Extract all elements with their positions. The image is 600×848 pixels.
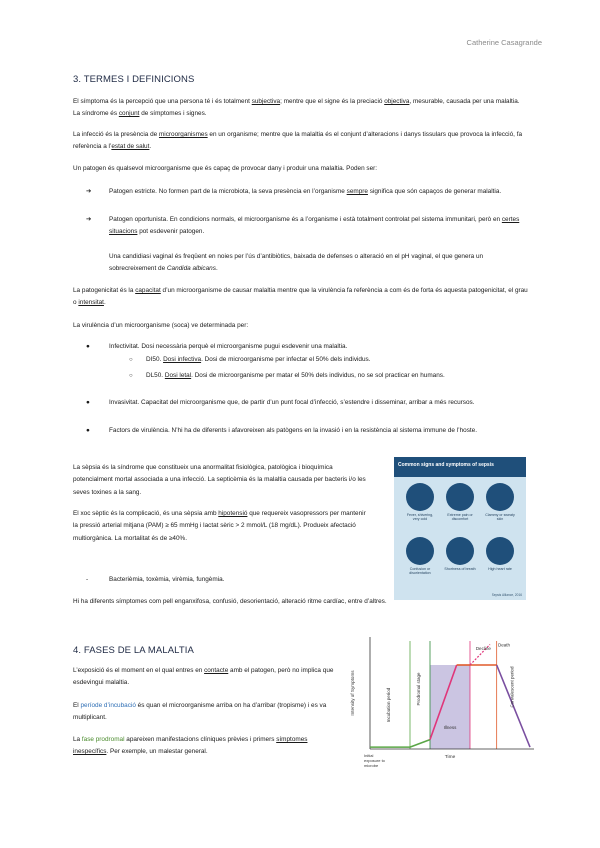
- paragraph-septic-shock: El xoc sèptic és la complicació, és una sèpsia amb hipotensió que requereix vasopressors per mantenir la pressió arterial mitjana (PAM) ≥ 65 mmHg i lactat sèric > 2 mmol/L (18 mg/dL). Produeix afectació multiorgànica. La mortalitat és de ≥40%.: [73, 510, 366, 542]
- x-axis-label: Time: [444, 755, 456, 760]
- dash-bullet: -: [86, 576, 89, 583]
- bullet-dot: ●: [86, 427, 90, 434]
- phase-label: Decline: [475, 646, 491, 651]
- paragraph-symptoms-list: Hi ha diferents símptomes com pell enganxifosa, confusió, desorientació, alteració ritme cardíac, entre d’altres.: [73, 598, 387, 605]
- phase-label: Convalescent period: [509, 666, 515, 708]
- exposure-label: microbe: [364, 763, 379, 768]
- paragraph-prodromal: La fase prodromal apareixen manifestacions clíniques prèvies i primers símptomes inespecífics. Per exemple, un malestar general.: [73, 736, 308, 756]
- paragraph-sepsis: La sèpsia és la síndrome que constitueix una anormalitat fisiològica, patològica i bioquímica potencialment mortal associada a una infecció. La septicèmia és la malaltia causada per bacteris i/o les seves toxines a la sang.: [73, 464, 366, 496]
- infographic-source: Sepsis Alliance, 2016: [491, 593, 522, 597]
- paragraph-virulence: La virulència d’un microorganisme (soca) ve determinada per:: [73, 322, 249, 329]
- list-item-opportunist-pathogen: ➔ Patogen oportunista. En condicions normals, el microorganisme és a l’organisme i està totalment controlat pel sistema immunitari, però en certes situacions pot esdevenir patogen.: [86, 216, 520, 236]
- bullet-dot: ●: [86, 399, 90, 406]
- symptom-label: High heart rate: [488, 567, 512, 571]
- sub-item-di50: ○ DI50. Dosi infectiva. Dosi de microorganisme per infectar el 50% dels individus.: [129, 354, 525, 366]
- sepsis-infographic: [394, 457, 526, 600]
- phase-label: Prodromal stage: [416, 672, 421, 706]
- list-item-invasivity: ● Invasivitat. Capacitat del microorganisme que, de partir d’un punt focal d’infecció, s’estendre i disseminar, arribar a més recursos.: [89, 397, 527, 409]
- heart-rate-icon: [484, 537, 516, 571]
- phase-label: Incubation period: [386, 687, 391, 723]
- list-item-infectivity: ● Infectivitat. Dosi necessària perquè el microorganisme pugui esdevenir una malaltia.: [89, 341, 527, 353]
- symptom-label: Fever, shivering, very cold: [406, 513, 434, 522]
- symptom-label: Clammy or sweaty skin: [485, 513, 515, 522]
- bullet-dot: ●: [86, 343, 90, 350]
- series-segment: [410, 740, 430, 747]
- candida-example: Una candidiasi vaginal és freqüent en noies per l’ús d’antibiòtics, baixada de defenses o alteració en el pH vaginal, el que genera un sobrecreixement de Candida albicans.: [109, 253, 484, 273]
- section-3-heading: 3. TERMES I DEFINICIONS: [73, 74, 195, 85]
- exposure-label: exposure to: [364, 758, 385, 763]
- paragraph-exposure: L’exposició és el moment en el qual entres en contacte amb el patogen, però no implica que esdevingui malaltia.: [73, 667, 334, 687]
- breath-icon: [444, 537, 476, 571]
- paragraph-incubation: El període d’incubació és quan el microorganisme arriba on ha d’arribar (tropisme) i es va multiplicant.: [73, 702, 327, 722]
- skin-icon: [484, 483, 516, 522]
- confusion-icon: [404, 537, 436, 576]
- paragraph-pathogen: Un patogen és qualsevol microorganisme que és capaç de provocar dany i produir una malaltia. Poden ser:: [73, 165, 378, 172]
- author-name: Catherine Casagrande: [466, 38, 542, 47]
- sub-item-dl50: ○ DL50. Dosi letal. Dosi de microorganisme per matar el 50% dels individus, no se sol practicar en humans.: [129, 370, 525, 382]
- circle-bullet: ○: [129, 373, 133, 379]
- list-item-strict-pathogen: ➔ Patogen estricte. No formen part de la microbiota, la seva presència en l’organisme sempre significa que són capaços de generar malaltia.: [89, 186, 527, 198]
- fever-icon: [404, 483, 436, 522]
- arrow-icon: ➔: [86, 216, 92, 223]
- section-4-heading: 4. FASES DE LA MALALTIA: [73, 645, 194, 656]
- death-label: Death: [498, 642, 511, 648]
- list-item-bacteremia: - Bacterièmia, toxèmia, virèmia, fungèmia.: [89, 574, 527, 586]
- circle-bullet: ○: [129, 357, 133, 363]
- phase-label: Illness: [443, 725, 457, 730]
- y-axis-label: Intensity of Symptoms: [350, 670, 355, 716]
- paragraph-symptoms: El símptoma és la percepció que una persona té i és totalment subjectiva; mentre que el signe és la preciació objectiva, mesurable, causada per una malaltia. La síndrome és conjunt de símptomes i signes.: [73, 98, 520, 118]
- paragraph-infection: La infecció és la presència de microorganismes en un organisme; mentre que la malaltia és el conjunt d’alteracions i danys tissulars que provoca la infecció, fa referència a l’estat de salut.: [73, 131, 523, 151]
- arrow-icon: ➔: [86, 188, 92, 195]
- paragraph-pathogenicity: La patogenicitat és la capacitat d’un microorganisme de causar malaltia mentre que la virulència fa referència a com és de forta és aquesta patogenicitat, el grau o intensitat.: [73, 287, 528, 307]
- symptom-label: Extreme pain or discomfort: [447, 513, 473, 522]
- symptom-label: Shortness of breath: [444, 567, 476, 571]
- exposure-label: Initial: [364, 753, 374, 758]
- symptom-label: Confusion or disorientation: [409, 567, 431, 576]
- list-item-virulence-factors: ● Factors de virulència. N’hi ha de diferents i afavoreixen als patògens en la invasió i en la resistència al sistema immune de l’hoste.: [89, 425, 527, 437]
- infographic-title: Common signs and symptoms of sepsis: [398, 462, 494, 468]
- disease-phases-chart: [346, 627, 538, 775]
- pain-icon: [444, 483, 476, 522]
- illness-band: [430, 665, 470, 749]
